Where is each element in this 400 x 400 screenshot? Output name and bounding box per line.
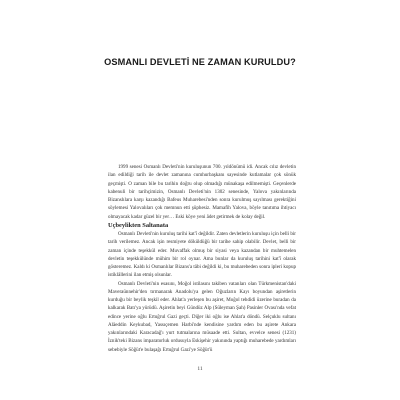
intro-paragraph: 1999 senesi Osmanlı Devleti'nin kuruluşunun 700. yıldönümü idi. Ancak cılız devletin ilan edildiği tarih ile devlet zamanına cumhurbaşkanı sayesinde kutlamalar çok sönük geçmişti. O zaman bile bu tarihin doğru olup olmadığı münakaşa edilmemişti. Geçenlerde kabenuli bir tarihçimizin, Osmanlı Devleti'nin 1302 senesinde, Yalova yakınlarında Bizanslılara karşı kazandığı Bafeus Muharebesi'nden sonra kurulmuş sayılması gerektiğini söylemesi Yalovalıları çok memnun etti şüphesiz. Mamafih Yalova, böyle tanıtıma ihtiyacı olmayacak kadar güzel bir yer… Eski köye yeni âdet getirmek de kolay değil. xyxy=(108,164,296,220)
section-body-text xyxy=(108,230,296,354)
section-heading: Uçbeylikten Saltanata xyxy=(108,222,169,229)
intro-text xyxy=(108,163,296,221)
body-paragraph: Osmanlı Devleti'nin kuruluş tarihi kat'î değildir. Zaten devletlerin kuruluşu için belli bir tarih verilemez. Ancak işin resmiyete döküldüğü bir tarihe sahip olabilir. Devlet, belli bir zaman içinde teşekkül eder. Muvaffak olmuş bir siyasi veya kazandan bir muhtemelen devletin teşekkülünde mühim bir rol oynar. Ama bunlar da kuruluş tarihini kat'î olarak gösteremez. Kaldı ki Osmanlılar Bizans'a tâbi değildi ki, bu muharebeden sonra ipleri kopup istiklâllerini ilan etmiş olsunlar. xyxy=(108,231,296,279)
chapter-title: OSMANLI DEVLETİ NE ZAMAN KURULDU? xyxy=(104,57,296,67)
page-number: 11 xyxy=(197,366,203,372)
body-paragraph: Osmanlı Devleti'nin esasını, Moğol istilasını takiben vatanları olan Türkmenistan'daki Maveraünnehir'den tırmanarak Anadolu'ya gelen Oğuzların Kayı boyundan aşiretlerin kurduğu bir beylik teşkil eder. Ahlat'a yerleşen bu aşiret, Moğol tehdidi üzerine buradan da kalkarak Batı'ya yürüdü. Aşiretin beyi Gündüz Alp (Süleyman Şah) Pasinler Ovası'nda vefat edince yerine oğlu Ertuğrul Gazi geçti. Diğer iki oğlu ise Ahlat'a döndü. Selçuklu sultanı Alâeddin Keykubad, Yassıçemen Harbi'nde kendisine yardım eden bu aşirete Ankara yakınlarındaki Karacadağ'ı yurt tutmalarına müsaade etti. Sultan, evvelce senesi (1231) İznik'teki Bizans imparatorluk ordusuyla Eskişehir yakınında yaptığı muharebede yardımları sebebiyle Söğüt'e bulaşağı Ertuğrul Gazi'ye Söğüt'ü xyxy=(108,280,296,353)
